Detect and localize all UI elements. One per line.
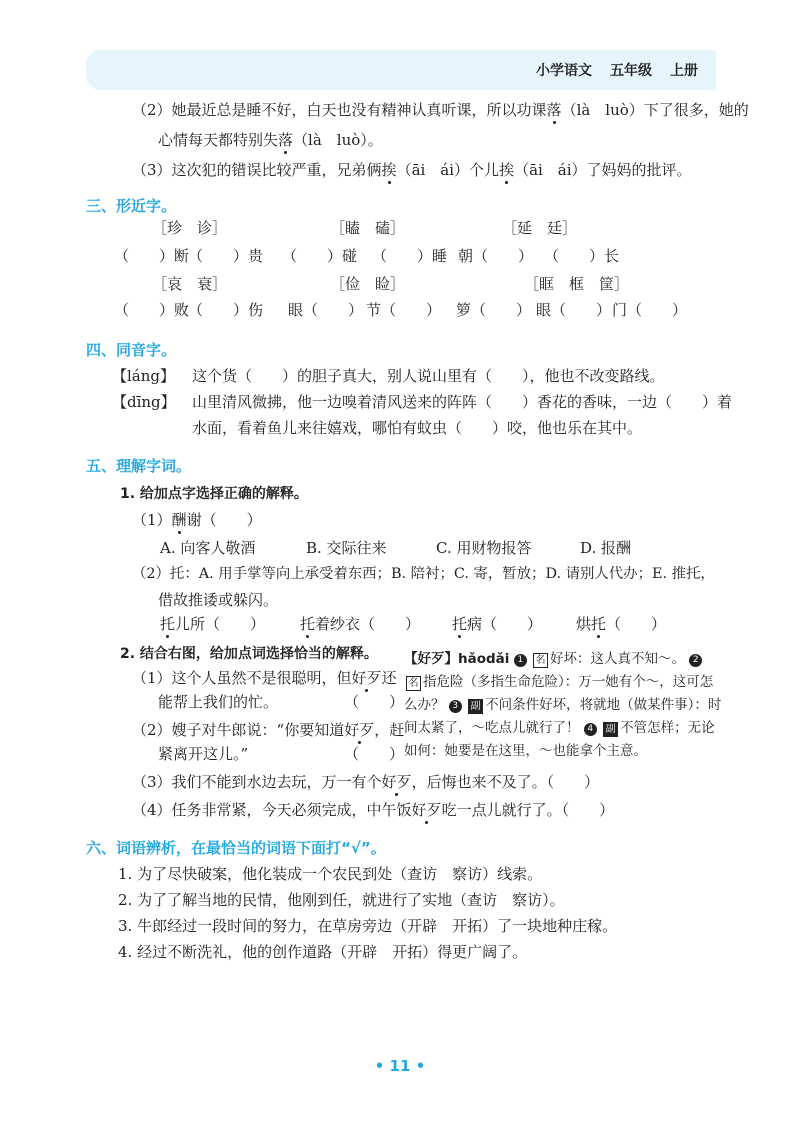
s2-q2-line1: （2）她最近总是睡不好，白天也没有精神认真听课，所以功课落（là luò）下了很多，她的 (132, 101, 749, 119)
s3-row1-item-6: （ ）长 (544, 247, 620, 265)
emphasis-char: 挨 (499, 161, 515, 179)
s5-q2-title: 2. 结合右图，给加点词选择恰当的解释。 (120, 646, 378, 662)
s6-line-4: 4. 经过不断洗礼，他的创作道路（开辟 开拓）得更广阔了。 (118, 943, 528, 961)
s4-line-2a: 山里清风微拂，他一边嗅着清风送来的阵阵（ ）香花的香味，一边（ ）着 (192, 393, 733, 411)
s3-group-5: ［俭 睑］ (330, 275, 406, 293)
s3-row1-item-3: （ ）碰 (282, 247, 358, 265)
s5-q2-4: （4）任务非常紧，今天必须完成，中午饭好歹吃一点儿就行了。（ ） (132, 801, 615, 819)
s3-group-3: ［延 廷］ (502, 219, 578, 237)
dict-pos-4: 副 (603, 722, 618, 737)
s5-q1-opt-a: A. 向客人敬酒 (160, 539, 256, 557)
dict-sense-3: 不问条件好坏，将就地（做某件事）：时间太紧了，～吃点儿就行了！ (404, 697, 722, 736)
header-volume: 上册 (670, 63, 698, 79)
s3-row1-item-1: （ ）断 (114, 247, 190, 265)
s2-q2-line2: 心情每天都特别失落（là luò）。 (158, 131, 383, 149)
emphasis-char: 落 (278, 131, 294, 149)
s6-line-1: 1. 为了尽快破案，他化装成一个农民到处（查访 察访）线索。 (118, 865, 543, 883)
dict-headword: 【好歹】hǎodǎi (404, 651, 510, 667)
emphasis-char: 挨 (381, 161, 397, 179)
s4-line-1: 这个货（ ）的胆子真大，别人说山里有（ ），他也不改变路线。 (192, 367, 665, 385)
s3-row1-item-2: （ ）贵 (188, 247, 264, 265)
s3-group-4: ［哀 衰］ (152, 275, 228, 293)
page-number: • 11 • (374, 1057, 426, 1075)
dict-sense-2: 指危险（多指生命危险）：万一她有个～，这可怎么办？ (404, 674, 714, 713)
emphasis-char: 落 (546, 101, 562, 119)
s3-group-2: ［瞌 磕］ (330, 219, 406, 237)
s4-title: 四、同音字。 (86, 341, 177, 359)
dict-sense-4: 不管怎样；无论如何：她要是在这里，～也能拿个主意。 (404, 720, 715, 759)
s5-q1-opt-d: D. 报酬 (580, 539, 632, 557)
dict-sense-2-number: 2 (689, 654, 702, 667)
header-grade: 五年级 (610, 63, 652, 79)
s5-q1-opt-b: B. 交际往来 (306, 539, 387, 557)
s3-row2-item-5: 箩（ ） (456, 301, 532, 319)
s6-line-2: 2. 为了了解当地的民情，他刚到任，就进行了实地（查访 察访）。 (118, 891, 565, 909)
s3-row2-item-3: 眼（ ） (288, 301, 364, 319)
s5-title: 五、理解字词。 (86, 457, 192, 475)
s5-q1-2-line2: 借故推诿或躲闪。 (158, 591, 279, 609)
s5-q1-2-line1: （2）托：A. 用手掌等向上承受着东西；B. 陪衬；C. 寄，暂放；D. 请别人代办；E. 推托， (132, 566, 715, 582)
s5-q2-2-line2: 紧离开这儿。” (158, 745, 249, 763)
s3-row2-item-1: （ ）败 (114, 301, 190, 319)
s4-pinyin-2: 【dīng】 (112, 393, 176, 411)
s5-q2-1-paren: （ ） (344, 693, 405, 711)
s3-group-6: ［眶 框 筐］ (524, 275, 630, 293)
s4-pinyin-1: 【láng】 (112, 367, 176, 385)
s3-row2-item-7: 门（ ） (612, 301, 688, 319)
s5-tuo-2: 托着纱衣（ ） (300, 615, 421, 633)
s5-q1-title: 1. 给加点字选择正确的解释。 (120, 486, 308, 502)
s6-line-3: 3. 牛郎经过一段时间的努力，在草房旁边（开辟 开拓）了一块地种庄稼。 (118, 917, 618, 935)
s3-row1-item-4: （ ）睡 (372, 247, 448, 265)
s5-tuo-1: 托儿所（ ） (160, 615, 266, 633)
s5-q2-3: （3）我们不能到水边去玩，万一有个好歹，后悔也来不及了。（ ） (132, 773, 600, 791)
s3-group-1: ［珍 诊］ (152, 219, 228, 237)
page-header (86, 50, 716, 90)
s3-row2-item-6: 眼（ ） (536, 301, 612, 319)
s6-title: 六、词语辨析，在最恰当的词语下面打“√”。 (86, 839, 386, 857)
s3-row2-item-2: （ ）伤 (188, 301, 264, 319)
s5-q2-2-paren: （ ） (344, 745, 405, 763)
s3-title: 三、形近字。 (86, 197, 177, 215)
s3-row2-item-4: 节（ ） (366, 301, 442, 319)
dict-pos-1: 名 (533, 653, 548, 668)
dict-pos-2: 名 (406, 676, 421, 691)
dictionary-box (404, 648, 724, 768)
dict-sense-1-number: 1 (514, 654, 527, 667)
s5-q1-1: （1）酬谢（ ） (132, 511, 262, 529)
s2-q3-line: （3）这次犯的错误比较严重，兄弟俩挨（āi ái）个儿挨（āi ái）了妈妈的批评。 (132, 161, 692, 179)
dict-sense-4-number: 4 (584, 723, 597, 736)
s5-tuo-3: 托病（ ） (452, 615, 543, 633)
dict-sense-3-number: 3 (449, 700, 462, 713)
s4-line-2b: 水面，看着鱼儿来往嬉戏，哪怕有蚊虫（ ）咬，他也乐在其中。 (192, 419, 643, 437)
s3-row1-item-5: 朝（ ） (458, 247, 534, 265)
dict-pos-3: 副 (468, 699, 483, 714)
s5-q1-opt-c: C. 用财物报答 (436, 539, 532, 557)
s5-q2-1-line1: （1）这个人虽然不是很聪明，但好歹还 (132, 669, 397, 687)
dict-sense-1: 好坏：这人真不知～。 (550, 651, 685, 667)
s5-q2-1-line2: 能帮上我们的忙。 (158, 693, 279, 711)
s5-tuo-4: 烘托（ ） (576, 615, 667, 633)
header-subject: 小学语文 (536, 63, 592, 79)
s5-q2-2-line1: （2）嫂子对牛郎说：“你要知道好歹，赶 (132, 721, 405, 739)
